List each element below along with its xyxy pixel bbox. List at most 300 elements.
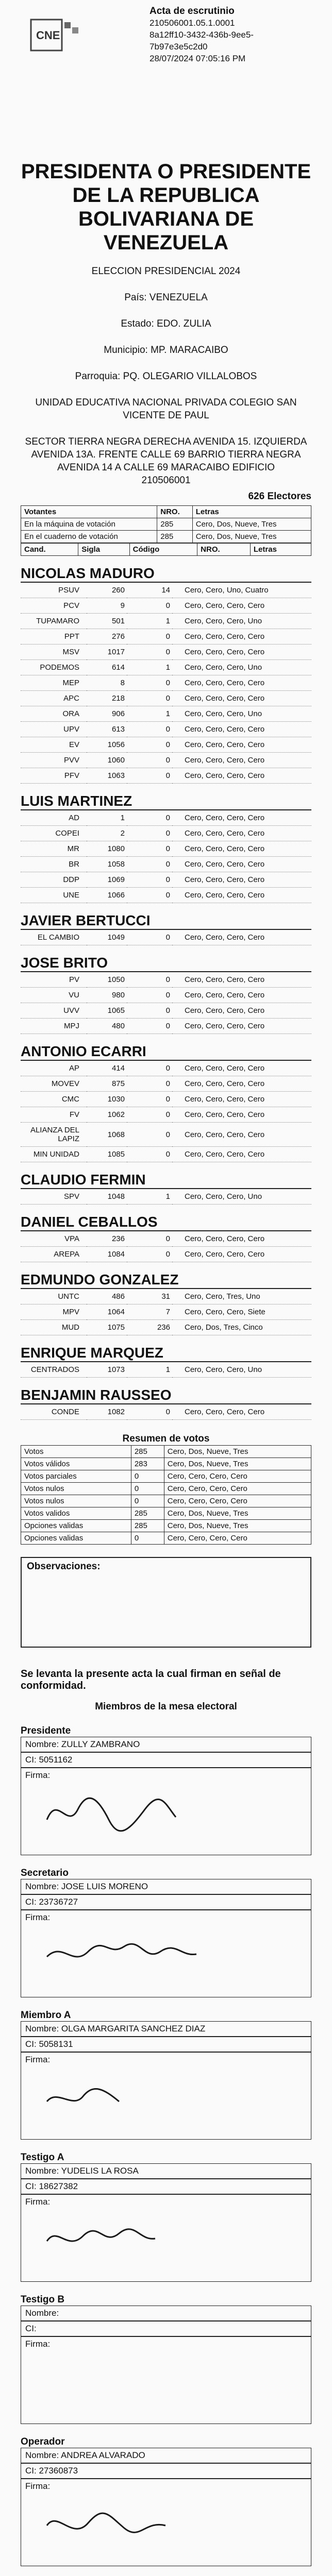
party-sigla: PODEMOS bbox=[21, 660, 87, 675]
signature-box bbox=[21, 2052, 311, 2140]
machine-label: En la máquina de votación bbox=[21, 518, 157, 531]
table-row bbox=[21, 1076, 311, 1092]
party-votes: 0 bbox=[127, 645, 172, 660]
country: País: VENEZUELA bbox=[124, 292, 208, 303]
municipality: Municipio: MP. MARACAIBO bbox=[104, 345, 228, 355]
party-sigla: CONDE bbox=[21, 1404, 87, 1420]
summary-letters: Cero, Cero, Cero, Cero bbox=[164, 1483, 311, 1495]
summary-letters: Cero, Dos, Nueve, Tres bbox=[164, 1520, 311, 1532]
member-role: Secretario bbox=[21, 1868, 69, 1878]
center-code: 210506001 bbox=[141, 475, 191, 486]
table-row bbox=[21, 1189, 311, 1205]
party-code: 1058 bbox=[87, 857, 127, 872]
party-votes-letters: Cero, Cero, Tres, Uno bbox=[172, 1289, 311, 1304]
party-code: 480 bbox=[87, 1019, 127, 1034]
members-title: Miembros de la mesa electoral bbox=[95, 1701, 237, 1712]
party-sigla: AP bbox=[21, 1061, 87, 1076]
party-code: 1064 bbox=[87, 1304, 127, 1320]
party-sigla: MOVEV bbox=[21, 1076, 87, 1092]
signature-label: Firma: bbox=[25, 2339, 51, 2349]
party-code: 236 bbox=[87, 1231, 127, 1247]
candidate-votes-table bbox=[21, 1362, 311, 1378]
table-row bbox=[21, 1470, 311, 1483]
table-row bbox=[21, 1123, 311, 1147]
acta-id: 210506001.05.1.0001 bbox=[150, 18, 235, 28]
table-row bbox=[21, 1362, 311, 1378]
party-code: 1068 bbox=[87, 1123, 127, 1147]
party-code: 1050 bbox=[87, 972, 127, 988]
party-votes: 0 bbox=[127, 753, 172, 768]
party-votes-letters: Cero, Cero, Cero, Uno bbox=[172, 706, 311, 722]
party-votes: 0 bbox=[127, 1247, 172, 1262]
member-ci: CI: 23736727 bbox=[21, 1894, 311, 1910]
table-row bbox=[21, 737, 311, 753]
party-votes: 0 bbox=[127, 972, 172, 988]
handwritten-signature bbox=[42, 2215, 207, 2267]
party-votes-letters: Cero, Cero, Cero, Cero bbox=[172, 691, 311, 706]
party-votes-letters: Cero, Cero, Cero, Siete bbox=[172, 1304, 311, 1320]
machine-letters: Cero, Dos, Nueve, Tres bbox=[192, 518, 311, 531]
party-votes: 0 bbox=[127, 1123, 172, 1147]
party-votes: 0 bbox=[127, 810, 172, 826]
party-code: 1056 bbox=[87, 737, 127, 753]
party-sigla: PFV bbox=[21, 768, 87, 784]
party-votes: 0 bbox=[127, 1231, 172, 1247]
table-row bbox=[21, 1520, 311, 1532]
letters-header: Letras bbox=[192, 506, 311, 518]
party-sigla: PPT bbox=[21, 629, 87, 645]
party-sigla: MPJ bbox=[21, 1019, 87, 1034]
notebook-letters: Cero, Dos, Nueve, Tres bbox=[192, 531, 311, 543]
code-col: Código bbox=[129, 544, 197, 556]
summary-label: Opciones validas bbox=[21, 1520, 131, 1532]
member-nombre: Nombre: JOSE LUIS MORENO bbox=[21, 1879, 311, 1894]
table-row bbox=[21, 614, 311, 629]
party-code: 260 bbox=[87, 583, 127, 598]
party-sigla: MUD bbox=[21, 1320, 87, 1335]
party-code: 1082 bbox=[87, 1404, 127, 1420]
table-row bbox=[21, 1061, 311, 1076]
svg-text:CNE: CNE bbox=[36, 29, 60, 42]
summary-label: Votos nulos bbox=[21, 1495, 131, 1507]
table-row bbox=[21, 1404, 311, 1420]
table-row bbox=[21, 1231, 311, 1247]
signature-box bbox=[21, 1910, 311, 1997]
party-code: 1 bbox=[87, 810, 127, 826]
candidate-votes-table bbox=[21, 930, 311, 945]
summary-label: Opciones validas bbox=[21, 1532, 131, 1545]
summary-value: 285 bbox=[131, 1507, 164, 1520]
doc-title: Acta de escrutinio bbox=[150, 6, 235, 16]
nro-col: NRO. bbox=[197, 544, 251, 556]
party-votes-letters: Cero, Cero, Uno, Cuatro bbox=[172, 583, 311, 598]
table-row bbox=[21, 1092, 311, 1107]
party-code: 414 bbox=[87, 1061, 127, 1076]
party-votes-letters: Cero, Cero, Cero, Cero bbox=[172, 826, 311, 841]
signature-box bbox=[21, 2194, 311, 2282]
cne-logo bbox=[26, 14, 93, 61]
party-votes-letters: Cero, Cero, Cero, Cero bbox=[172, 1231, 311, 1247]
party-sigla: PV bbox=[21, 972, 87, 988]
table-row bbox=[21, 598, 311, 614]
document-body bbox=[21, 0, 311, 2576]
table-row bbox=[21, 1289, 311, 1304]
hash-line-2: 7b97e3e5c2d0 bbox=[150, 42, 208, 52]
summary-value: 0 bbox=[131, 1470, 164, 1483]
table-row bbox=[21, 675, 311, 691]
party-votes: 0 bbox=[127, 826, 172, 841]
party-votes: 1 bbox=[127, 1189, 172, 1205]
member-role: Testigo A bbox=[21, 2152, 64, 2163]
party-sigla: MEP bbox=[21, 675, 87, 691]
handwritten-signature bbox=[42, 1931, 207, 1982]
party-sigla: FV bbox=[21, 1107, 87, 1123]
summary-value: 0 bbox=[131, 1483, 164, 1495]
candidate-votes-table bbox=[21, 1231, 311, 1262]
party-votes: 0 bbox=[127, 1076, 172, 1092]
member-block bbox=[21, 1868, 311, 1997]
cand-col: Cand. bbox=[21, 544, 78, 556]
table-row bbox=[21, 722, 311, 737]
member-ci: CI: 5058131 bbox=[21, 2037, 311, 2052]
party-sigla: AD bbox=[21, 810, 87, 826]
table-row bbox=[21, 857, 311, 872]
parish: Parroquia: PQ. OLEGARIO VILLALOBOS bbox=[75, 371, 257, 382]
candidate-name: ENRIQUE MARQUEZ bbox=[21, 1345, 311, 1362]
party-code: 1065 bbox=[87, 1003, 127, 1019]
party-code: 875 bbox=[87, 1076, 127, 1092]
table-row bbox=[21, 888, 311, 903]
table-row bbox=[21, 810, 311, 826]
machine-value: 285 bbox=[157, 518, 193, 531]
table-row bbox=[21, 629, 311, 645]
party-votes-letters: Cero, Cero, Cero, Cero bbox=[172, 645, 311, 660]
sigla-col: Sigla bbox=[78, 544, 129, 556]
election-name: ELECCION PRESIDENCIAL 2024 bbox=[91, 266, 241, 277]
party-votes: 0 bbox=[127, 888, 172, 903]
party-votes-letters: Cero, Cero, Cero, Cero bbox=[172, 1003, 311, 1019]
party-votes: 0 bbox=[127, 1107, 172, 1123]
party-code: 218 bbox=[87, 691, 127, 706]
summary-label: Votos nulos bbox=[21, 1483, 131, 1495]
member-role: Operador bbox=[21, 2436, 65, 2447]
summary-value: 283 bbox=[131, 1458, 164, 1470]
signature-label: Firma: bbox=[25, 2055, 51, 2064]
party-sigla: UVV bbox=[21, 1003, 87, 1019]
header bbox=[21, 0, 311, 155]
summary-label: Votos válidos bbox=[21, 1458, 131, 1470]
candidate-name: JOSE BRITO bbox=[21, 955, 311, 972]
party-votes: 0 bbox=[127, 675, 172, 691]
table-row bbox=[21, 988, 311, 1003]
summary-letters: Cero, Cero, Cero, Cero bbox=[164, 1470, 311, 1483]
party-votes-letters: Cero, Cero, Cero, Cero bbox=[172, 768, 311, 784]
member-role: Miembro A bbox=[21, 2010, 71, 2021]
member-role: Presidente bbox=[21, 1725, 71, 1736]
summary-value: 0 bbox=[131, 1495, 164, 1507]
member-block bbox=[21, 2294, 311, 2424]
table-row bbox=[21, 1320, 311, 1335]
summary-value: 285 bbox=[131, 1520, 164, 1532]
party-sigla: PCV bbox=[21, 598, 87, 614]
table-row bbox=[21, 1483, 311, 1495]
nro-header: NRO. bbox=[157, 506, 193, 518]
party-votes: 1 bbox=[127, 614, 172, 629]
table-row bbox=[21, 1495, 311, 1507]
party-votes-letters: Cero, Dos, Tres, Cinco bbox=[172, 1320, 311, 1335]
party-sigla: BR bbox=[21, 857, 87, 872]
table-row bbox=[21, 753, 311, 768]
state: Estado: EDO. ZULIA bbox=[121, 318, 211, 329]
table-row bbox=[21, 1019, 311, 1034]
table-row bbox=[21, 1107, 311, 1123]
table-row bbox=[21, 841, 311, 857]
party-code: 9 bbox=[87, 598, 127, 614]
table-row bbox=[21, 1003, 311, 1019]
voters-header: Votantes bbox=[21, 506, 157, 518]
candidate-name: ANTONIO ECARRI bbox=[21, 1043, 311, 1061]
candidates-header-row bbox=[21, 543, 311, 556]
party-sigla: MSV bbox=[21, 645, 87, 660]
signature-box bbox=[21, 1768, 311, 1855]
party-votes: 0 bbox=[127, 1147, 172, 1162]
handwritten-signature bbox=[42, 2073, 207, 2125]
party-sigla: MIN UNIDAD bbox=[21, 1147, 87, 1162]
observations-box: Observaciones: bbox=[21, 1557, 311, 1648]
table-row bbox=[21, 872, 311, 888]
candidate-name: LUIS MARTINEZ bbox=[21, 793, 311, 810]
party-votes-letters: Cero, Cero, Cero, Cero bbox=[172, 1092, 311, 1107]
table-row bbox=[21, 1532, 311, 1545]
signature-box bbox=[21, 2336, 311, 2424]
hash-line-1: 8a12ff10-3432-436b-9ee5- bbox=[150, 30, 254, 40]
table-row bbox=[21, 1458, 311, 1470]
member-nombre: Nombre: bbox=[21, 2306, 311, 2321]
party-sigla: TUPAMARO bbox=[21, 614, 87, 629]
candidate-name: BENJAMIN RAUSSEO bbox=[21, 1387, 311, 1404]
summary-letters: Cero, Dos, Nueve, Tres bbox=[164, 1507, 311, 1520]
candidate-name: DANIEL CEBALLOS bbox=[21, 1214, 311, 1231]
party-votes-letters: Cero, Cero, Cero, Cero bbox=[172, 1247, 311, 1262]
address: SECTOR TIERRA NEGRA DERECHA AVENIDA 15. IZQUIERDA AVENIDA 13A. FRENTE CALLE 69 BARRIO TIERRA NEGRA AVENIDA 14 A CALLE 69 MARACAIBO EDIFICIO bbox=[25, 436, 307, 473]
handwritten-signature bbox=[42, 2500, 207, 2551]
party-sigla: VPA bbox=[21, 1231, 87, 1247]
party-sigla: PSUV bbox=[21, 583, 87, 598]
election-title: PRESIDENTA O PRESIDENTE DE LA REPUBLICA BOLIVARIANA DE VENEZUELA bbox=[21, 160, 311, 254]
summary-table bbox=[21, 1445, 311, 1545]
party-votes: 0 bbox=[127, 1092, 172, 1107]
handwritten-signature bbox=[42, 1789, 207, 1840]
party-sigla: MPV bbox=[21, 1304, 87, 1320]
party-sigla: CMC bbox=[21, 1092, 87, 1107]
party-votes: 1 bbox=[127, 706, 172, 722]
party-code: 614 bbox=[87, 660, 127, 675]
summary-label: Votos validos bbox=[21, 1507, 131, 1520]
party-sigla: UNTC bbox=[21, 1289, 87, 1304]
party-votes-letters: Cero, Cero, Cero, Cero bbox=[172, 1107, 311, 1123]
party-votes: 31 bbox=[127, 1289, 172, 1304]
date-time: 28/07/2024 07:05:16 PM bbox=[150, 54, 246, 63]
party-votes: 236 bbox=[127, 1320, 172, 1335]
signature-label: Firma: bbox=[25, 2481, 51, 2491]
party-votes: 7 bbox=[127, 1304, 172, 1320]
member-block bbox=[21, 1725, 311, 1855]
party-votes: 1 bbox=[127, 1362, 172, 1378]
party-votes-letters: Cero, Cero, Cero, Cero bbox=[172, 857, 311, 872]
party-votes-letters: Cero, Cero, Cero, Cero bbox=[172, 841, 311, 857]
party-votes-letters: Cero, Cero, Cero, Cero bbox=[172, 1061, 311, 1076]
table-row bbox=[21, 1446, 311, 1458]
summary-letters: Cero, Dos, Nueve, Tres bbox=[164, 1446, 311, 1458]
party-votes-letters: Cero, Cero, Cero, Cero bbox=[172, 872, 311, 888]
party-votes-letters: Cero, Cero, Cero, Cero bbox=[172, 629, 311, 645]
summary-label: Votos bbox=[21, 1446, 131, 1458]
summary-letters: Cero, Cero, Cero, Cero bbox=[164, 1532, 311, 1545]
table-row bbox=[21, 1507, 311, 1520]
party-code: 8 bbox=[87, 675, 127, 691]
party-code: 276 bbox=[87, 629, 127, 645]
party-votes-letters: Cero, Cero, Cero, Cero bbox=[172, 722, 311, 737]
party-code: 1030 bbox=[87, 1092, 127, 1107]
party-votes: 0 bbox=[127, 629, 172, 645]
party-votes-letters: Cero, Cero, Cero, Uno bbox=[172, 1362, 311, 1378]
party-sigla: APC bbox=[21, 691, 87, 706]
table-row bbox=[21, 583, 311, 598]
signature-label: Firma: bbox=[25, 1770, 51, 1780]
candidate-name: JAVIER BERTUCCI bbox=[21, 912, 311, 930]
voters-table bbox=[21, 505, 311, 543]
member-nombre: Nombre: ZULLY ZAMBRANO bbox=[21, 1737, 311, 1752]
candidate-name: EDMUNDO GONZALEZ bbox=[21, 1272, 311, 1289]
members-section bbox=[21, 1725, 311, 2566]
party-votes: 0 bbox=[127, 722, 172, 737]
party-votes-letters: Cero, Cero, Cero, Cero bbox=[172, 972, 311, 988]
party-votes-letters: Cero, Cero, Cero, Uno bbox=[172, 614, 311, 629]
party-votes-letters: Cero, Cero, Cero, Cero bbox=[172, 930, 311, 945]
party-code: 906 bbox=[87, 706, 127, 722]
party-votes-letters: Cero, Cero, Cero, Cero bbox=[172, 675, 311, 691]
signature-label: Firma: bbox=[25, 2197, 51, 2207]
party-votes-letters: Cero, Cero, Cero, Cero bbox=[172, 753, 311, 768]
table-row bbox=[21, 691, 311, 706]
table-row bbox=[21, 1247, 311, 1262]
party-votes-letters: Cero, Cero, Cero, Cero bbox=[172, 888, 311, 903]
party-votes-letters: Cero, Cero, Cero, Cero bbox=[172, 1123, 311, 1147]
member-ci: CI: 5051162 bbox=[21, 1752, 311, 1768]
party-sigla: ORA bbox=[21, 706, 87, 722]
party-code: 1080 bbox=[87, 841, 127, 857]
party-sigla: SPV bbox=[21, 1189, 87, 1205]
party-code: 1060 bbox=[87, 753, 127, 768]
signature-box bbox=[21, 2479, 311, 2566]
party-code: 1049 bbox=[87, 930, 127, 945]
electors-count: 626 Electores bbox=[248, 491, 311, 502]
candidate-votes-table bbox=[21, 972, 311, 1034]
party-votes: 0 bbox=[127, 768, 172, 784]
party-votes: 1 bbox=[127, 660, 172, 675]
header-info bbox=[150, 5, 304, 64]
candidate-votes-table bbox=[21, 583, 311, 784]
party-code: 501 bbox=[87, 614, 127, 629]
table-row bbox=[21, 1147, 311, 1162]
summary-value: 0 bbox=[131, 1532, 164, 1545]
party-sigla: UNE bbox=[21, 888, 87, 903]
party-votes: 0 bbox=[127, 737, 172, 753]
conformity-notice: Se levanta la presente acta la cual firman en señal de conformidad. bbox=[21, 1668, 281, 1691]
party-sigla: PVV bbox=[21, 753, 87, 768]
summary-label: Votos parciales bbox=[21, 1470, 131, 1483]
candidate-votes-table bbox=[21, 1289, 311, 1335]
party-votes-letters: Cero, Cero, Cero, Cero bbox=[172, 810, 311, 826]
party-votes-letters: Cero, Cero, Cero, Cero bbox=[172, 1404, 311, 1420]
candidate-name: NICOLAS MADURO bbox=[21, 565, 311, 583]
summary-value: 285 bbox=[131, 1446, 164, 1458]
party-sigla: VU bbox=[21, 988, 87, 1003]
party-votes: 0 bbox=[127, 841, 172, 857]
party-sigla: ALIANZA DEL LAPIZ bbox=[21, 1123, 87, 1147]
summary-letters: Cero, Dos, Nueve, Tres bbox=[164, 1458, 311, 1470]
party-votes: 0 bbox=[127, 1003, 172, 1019]
party-votes-letters: Cero, Cero, Cero, Cero bbox=[172, 988, 311, 1003]
party-votes-letters: Cero, Cero, Cero, Uno bbox=[172, 1189, 311, 1205]
signature-label: Firma: bbox=[25, 1912, 51, 1922]
notebook-value: 285 bbox=[157, 531, 193, 543]
party-code: 1084 bbox=[87, 1247, 127, 1262]
party-votes: 0 bbox=[127, 1404, 172, 1420]
candidate-name: CLAUDIO FERMIN bbox=[21, 1172, 311, 1189]
party-votes: 0 bbox=[127, 857, 172, 872]
party-votes: 0 bbox=[127, 872, 172, 888]
party-code: 1063 bbox=[87, 768, 127, 784]
candidate-votes-table bbox=[21, 1404, 311, 1420]
candidate-votes-table bbox=[21, 810, 311, 903]
party-votes: 0 bbox=[127, 598, 172, 614]
party-votes: 0 bbox=[127, 930, 172, 945]
party-code: 1062 bbox=[87, 1107, 127, 1123]
candidate-votes-table bbox=[21, 1061, 311, 1162]
party-votes: 0 bbox=[127, 691, 172, 706]
party-sigla: AREPA bbox=[21, 1247, 87, 1262]
table-row bbox=[21, 826, 311, 841]
party-code: 1085 bbox=[87, 1147, 127, 1162]
table-row bbox=[21, 706, 311, 722]
party-code: 613 bbox=[87, 722, 127, 737]
member-nombre: Nombre: OLGA MARGARITA SANCHEZ DIAZ bbox=[21, 2021, 311, 2037]
party-votes: 14 bbox=[127, 583, 172, 598]
party-votes: 0 bbox=[127, 1061, 172, 1076]
party-votes: 0 bbox=[127, 988, 172, 1003]
voting-center: UNIDAD EDUCATIVA NACIONAL PRIVADA COLEGIO SAN VICENTE DE PAUL bbox=[35, 397, 297, 421]
party-sigla: DDP bbox=[21, 872, 87, 888]
party-votes-letters: Cero, Cero, Cero, Cero bbox=[172, 737, 311, 753]
party-votes: 0 bbox=[127, 1019, 172, 1034]
candidates-section bbox=[21, 565, 311, 1420]
member-ci: CI: 27360873 bbox=[21, 2463, 311, 2479]
member-role: Testigo B bbox=[21, 2294, 65, 2305]
party-sigla: EV bbox=[21, 737, 87, 753]
party-sigla: MR bbox=[21, 841, 87, 857]
table-row bbox=[21, 645, 311, 660]
party-sigla: COPEI bbox=[21, 826, 87, 841]
table-row bbox=[21, 1304, 311, 1320]
member-nombre: Nombre: YUDELIS LA ROSA bbox=[21, 2163, 311, 2179]
party-code: 1073 bbox=[87, 1362, 127, 1378]
party-sigla: UPV bbox=[21, 722, 87, 737]
party-votes-letters: Cero, Cero, Cero, Cero bbox=[172, 1076, 311, 1092]
member-block bbox=[21, 2436, 311, 2566]
notebook-label: En el cuaderno de votación bbox=[21, 531, 157, 543]
member-ci: CI: bbox=[21, 2321, 311, 2336]
